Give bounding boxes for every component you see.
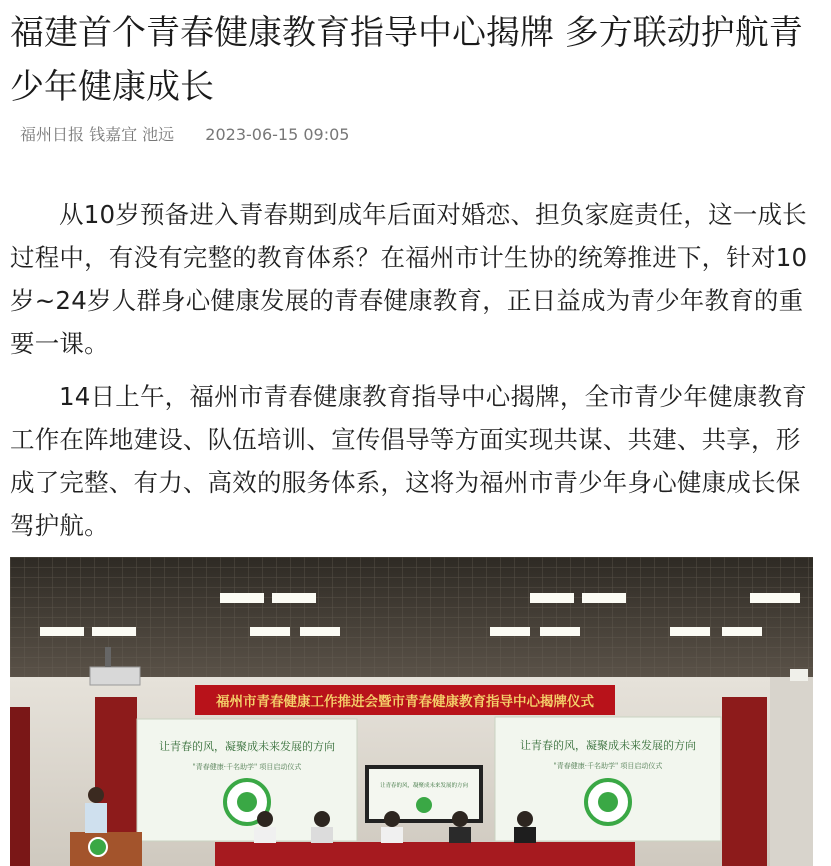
left-screen-line1: 让青春的风，凝聚成未来发展的方向: [159, 740, 335, 753]
curtain-right: [722, 697, 767, 866]
article-title: 福建首个青春健康教育指导中心揭牌 多方联动护航青少年健康成长: [10, 13, 803, 107]
article-source: 福州日报 钱嘉宜 池远: [20, 125, 175, 144]
article-time: 2023-06-15 09:05: [205, 125, 350, 144]
article-paragraph: 14日上午，福州市青春健康教育指导中心揭牌，全市青少年健康教育工作在阵地建设、队伍培训、宣传倡导等方面实现共谋、共建、共享，形成了完整、有力、高效的服务体系，这将为福州市青少年身心健康成长保驾护航。: [10, 382, 807, 540]
right-screen-line2: "青春健康·千名助学" 项目启动仪式: [553, 762, 663, 770]
right-screen-line1: 让青春的风，凝聚成未来发展的方向: [520, 739, 696, 752]
left-screen-line2: "青春健康·千名助学" 项目启动仪式: [192, 763, 302, 771]
article-meta: [20, 122, 349, 145]
article-photo: [10, 557, 813, 866]
speaker: [85, 787, 107, 833]
center-screen-line1: 让青春的风，凝聚成未来发展的方向: [379, 783, 469, 789]
stage-table: [215, 842, 635, 866]
podium: [70, 832, 142, 866]
article-paragraph: 从10岁预备进入青春期到成年后面对婚恋、担负家庭责任，这一成长过程中，有没有完整的教育体系？在福州市计生协的统筹推进下，针对10岁~24岁人群身心健康发展的青春健康教育，正日益成为青少年教育的重要一课。: [10, 200, 808, 358]
banner-text: 福州市青春健康工作推进会暨市青春健康教育指导中心揭牌仪式: [216, 694, 594, 710]
